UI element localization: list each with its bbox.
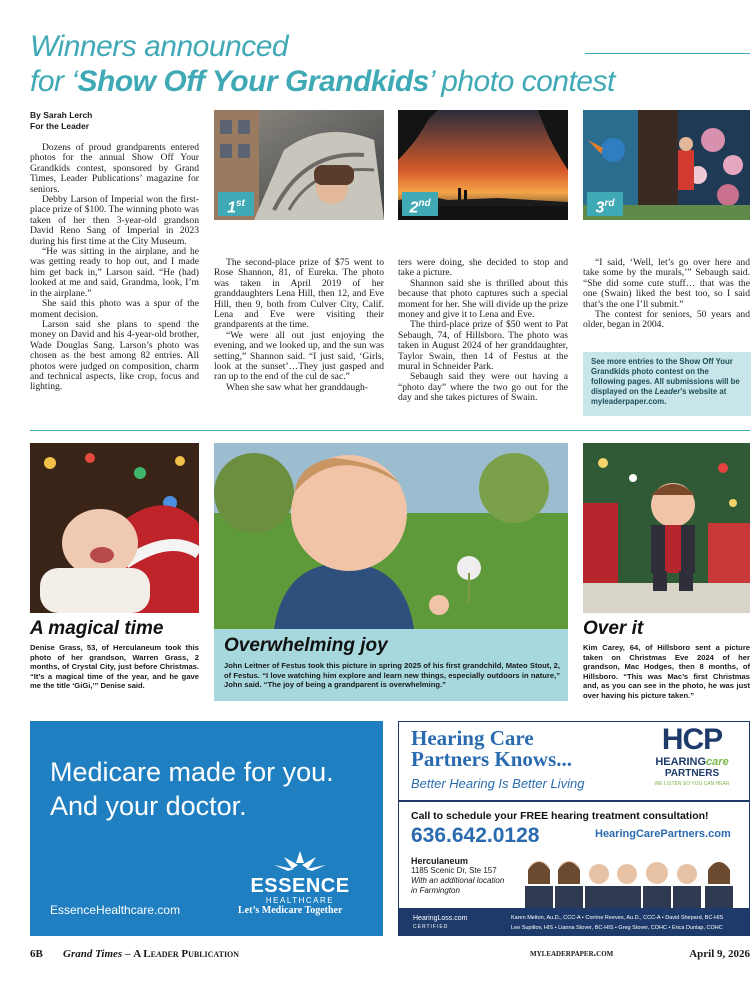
byline-author: By Sarah Lerch bbox=[30, 110, 93, 120]
third-place-badge bbox=[587, 192, 623, 216]
place-number: 3 bbox=[595, 199, 605, 217]
hearing-ad-location bbox=[411, 856, 504, 896]
location-note: in Farmington bbox=[411, 886, 460, 895]
toddler-christmas-image bbox=[583, 443, 750, 613]
footer-website[interactable]: myleaderpaper.com bbox=[530, 948, 614, 959]
staff-line: Lee Supitlov, HIS • Lianna Stover, BC-HIS • Greg Stover, COHC • Erica Dunlap, COHC bbox=[511, 925, 723, 931]
hcp-logo-wordmark bbox=[639, 756, 745, 768]
hcp-word-hearing: HEARING bbox=[655, 756, 707, 768]
staff-photos bbox=[519, 852, 749, 908]
cert-name: HearingLoss.com bbox=[413, 915, 468, 922]
staff-line: Karen Melton, Au.D., CCC-A • Corrine Reeves, Au.D., CCC-A • David Shepard, BC-HIS bbox=[511, 915, 724, 921]
ad-headline bbox=[50, 755, 334, 823]
paragraph: Debby Larson of Imperial won the first-place prize of $100. The winning photo was taken of her then 3-year-old grandson David Reno Sang of Imperial in 2023 during his first time at the City Museum. bbox=[30, 194, 199, 247]
essence-logo bbox=[250, 849, 350, 905]
entry-title: Overwhelming joy bbox=[224, 635, 388, 656]
page-footer bbox=[30, 948, 750, 964]
footer-date: April 9, 2026 bbox=[689, 948, 750, 960]
location-note: With an additional location bbox=[411, 876, 505, 885]
hearing-care-partners-ad[interactable] bbox=[398, 721, 750, 936]
byline bbox=[30, 110, 92, 132]
headline bbox=[30, 30, 750, 100]
entry-title: Over it bbox=[583, 618, 644, 639]
article-column-2 bbox=[214, 258, 384, 393]
hearing-ad-website[interactable]: HearingCarePartners.com bbox=[595, 828, 731, 840]
headline-prefix: for ‘ bbox=[30, 65, 78, 98]
ad-headline-line1: Medicare made for you. bbox=[50, 757, 334, 787]
place-number: 2 bbox=[409, 199, 419, 217]
publication-name: Grand Times bbox=[63, 948, 123, 960]
first-place-photo bbox=[214, 110, 384, 220]
callout-link-text: ’s website at myleaderpaper.com. bbox=[591, 387, 727, 406]
first-place-badge bbox=[218, 192, 254, 216]
hearing-ad-cta: Call to schedule your FREE hearing treatment consultation! bbox=[411, 810, 709, 822]
headline-rule bbox=[585, 53, 750, 54]
location-address: 1185 Scenic Dr, Ste 157 bbox=[411, 866, 497, 875]
hcp-logo bbox=[639, 724, 745, 788]
place-suffix: rd bbox=[604, 198, 615, 209]
publisher-name: A Leader Publication bbox=[133, 948, 240, 960]
footer-separator: – bbox=[122, 948, 134, 960]
paragraph: ters were doing, she decided to stop and take a picture. bbox=[398, 257, 568, 279]
third-place-photo bbox=[583, 110, 750, 220]
magical-time-photo bbox=[30, 443, 199, 613]
paragraph: When she saw what her granddaugh- bbox=[226, 381, 368, 393]
hearing-ad-bottom-bar bbox=[399, 908, 750, 936]
second-place-badge bbox=[402, 192, 438, 216]
hcp-word-care: care bbox=[706, 756, 729, 768]
paragraph: Shannon said she is thrilled about this because that photo captures such a special moment for her. She will divide up the prize money and give it to Lena and Eve. bbox=[398, 277, 568, 321]
essence-tagline: Let’s Medicare Together bbox=[238, 905, 343, 916]
paragraph: Larson said she plans to spend the money on David and his 4-year-old brother, Wade Douglas Sang. Larson’s photo was chosen as the best among 82 entries. All photos were judged on composition, charm and technical aspects, like crop, focus and lighting. bbox=[30, 318, 199, 393]
hearing-ad-title-line2: Partners Knows... bbox=[411, 747, 572, 771]
hearing-ad-subtitle: Better Hearing Is Better Living bbox=[411, 776, 585, 791]
staff-group-image bbox=[519, 852, 749, 908]
page-number: 6B bbox=[30, 948, 43, 960]
article-column-4 bbox=[583, 258, 750, 331]
byline-affiliation: For the Leader bbox=[30, 121, 90, 131]
paragraph: “He was sitting in the airplane, and he was getting ready to hop out, and I made him get back in,” Larson said. “He (had) looked at me and said, Grandma, look, I’m in the airplane.” bbox=[30, 246, 199, 299]
more-entries-callout bbox=[583, 352, 751, 416]
paragraph: Dozens of proud grandparents entered photos for the annual Show Off Your Grandkids contest, sponsored by Grand Times, Leader Publications’ magazine for seniors. bbox=[30, 142, 199, 195]
toddler-dandelion-image bbox=[214, 443, 568, 629]
callout-emphasis: Leader bbox=[654, 387, 681, 396]
overwhelming-joy-photo bbox=[214, 443, 568, 629]
section-divider bbox=[30, 430, 750, 431]
headline-line2 bbox=[30, 64, 750, 100]
entry-caption: John Leitner of Festus took this picture in spring 2025 of his first grandchild, Mateo Stout, 2, of Festus. “I love watching him explore and learn new things, especially outdoors in nature,” John said. “The joy of being a grandparent is overwhelming.” bbox=[224, 661, 560, 689]
staff-list bbox=[511, 913, 747, 933]
hearing-ad-phone[interactable]: 636.642.0128 bbox=[411, 824, 540, 847]
essence-url-link[interactable]: EssenceHealthcare.com bbox=[50, 903, 181, 917]
place-suffix: st bbox=[236, 198, 245, 209]
hcp-word-partners: PARTNERS bbox=[664, 768, 720, 779]
paragraph: She said this photo was a spur of the moment decision. bbox=[30, 298, 199, 320]
paragraph: Sebaugh said they were out having a “photo day” where the two go out for the day and she takes pictures of Swain. bbox=[398, 371, 568, 404]
location-name: Herculaneum bbox=[411, 856, 469, 866]
ad-rule bbox=[399, 800, 750, 802]
essence-healthcare-ad[interactable] bbox=[30, 721, 383, 936]
cert-sub: CERTIFIED bbox=[413, 924, 449, 930]
headline-suffix: ’ photo contest bbox=[428, 65, 615, 98]
second-place-photo bbox=[398, 110, 568, 220]
hearing-ad-title-line1: Hearing Care bbox=[411, 726, 534, 750]
article-column-1 bbox=[30, 143, 199, 393]
paragraph: “We were all out just enjoying the evening, and we looked up, and the sun was setting,” Shannon said. “I just said, ‘Girls, look at the sunset’…They just gasped and ran up to the end of the cul de sac.” bbox=[214, 329, 384, 383]
paragraph: The second-place prize of $75 went to Rose Shannon, 81, of Eureka. The photo was taken in April 2019 of her granddaughters Lena Hill, then 12, and Eve Hill, then 9, both from Culver City, Calif. Lena and Eve were visiting their grandparents at the time. bbox=[214, 257, 384, 331]
callout-text: See more entries to the Show Off Your Grandkids photo contest on the following pages. All submissions will be displayed on the bbox=[591, 357, 740, 396]
hcp-logo-letters: HCP bbox=[661, 723, 723, 756]
hcp-logo-tagline: WE LISTEN SO YOU CAN HEAR bbox=[654, 781, 730, 787]
entry-title: A magical time bbox=[30, 618, 164, 639]
over-it-photo bbox=[583, 443, 750, 613]
headline-line1: Winners announced bbox=[30, 30, 289, 63]
place-number: 1 bbox=[227, 199, 236, 217]
headline-contest-name: Show Off Your Grandkids bbox=[77, 65, 429, 98]
hearingloss-certified bbox=[413, 915, 467, 931]
ad-headline-line2: And your doctor. bbox=[50, 791, 247, 821]
paragraph: “I said, ‘Well, let’s go over here and take some by the murals,’” Sebaugh said. “She did some cute stuff… that was the one (Swain) liked the best too, so I said that’s the one I’ll submit.” bbox=[583, 257, 750, 310]
hearing-ad-title bbox=[411, 728, 572, 770]
paragraph: The contest for seniors, 50 years and older, began in 2004. bbox=[583, 309, 750, 331]
publication-line bbox=[63, 948, 239, 960]
essence-logo-icon bbox=[270, 849, 330, 871]
entry-caption: Kim Carey, 64, of Hillsboro sent a picture taken on Christmas Eve 2024 of her grandson, Mac Hodges, then 8 months, of Hillsboro. “This was Mac’s first Christmas and, as you can see in the photo, he was just over having his picture taken.” bbox=[583, 643, 750, 700]
paragraph: The third-place prize of $50 went to Pat Sebaugh, 74, of Hillsboro. The photo was taken in August 2024 of her granddaughter, Taylor Swain, then 14 of Festus at the mural in Schneider Park. bbox=[398, 319, 568, 373]
baby-santa-image bbox=[30, 443, 199, 613]
essence-logo-sub: HEALTHCARE bbox=[265, 896, 335, 905]
place-suffix: nd bbox=[418, 198, 431, 209]
entry-caption: Denise Grass, 53, of Herculaneum took this photo of her grandson, Warren Grass, 2 months, of Crystal City, just before Christmas. “It’s a magical time of the year, and he gave me the title ‘GiGi,’” Denise said. bbox=[30, 643, 199, 690]
article-column-3 bbox=[398, 258, 568, 404]
essence-logo-name: ESSENCE bbox=[250, 875, 350, 897]
